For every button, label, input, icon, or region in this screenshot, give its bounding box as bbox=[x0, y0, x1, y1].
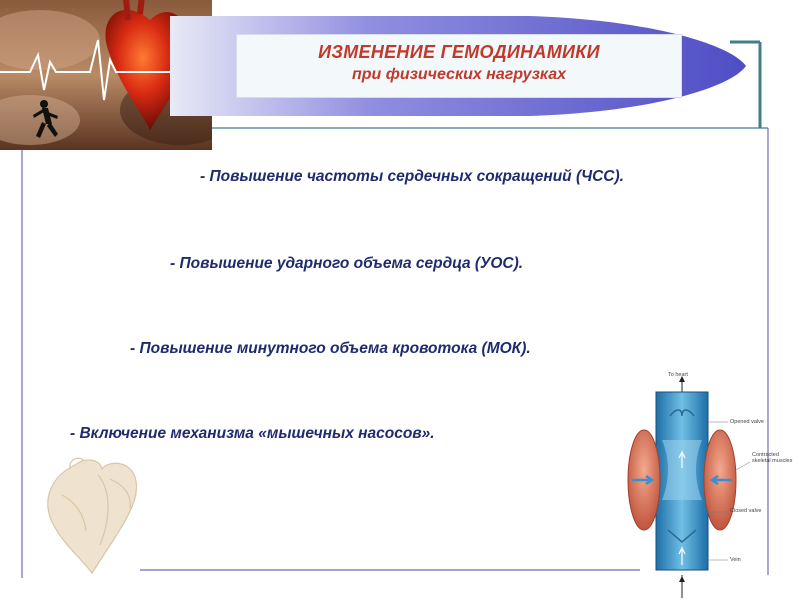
slide-title: ИЗМЕНЕНИЕ ГЕМОДИНАМИКИ bbox=[318, 42, 600, 62]
label-to-heart: To heart bbox=[668, 372, 688, 378]
slide-subtitle: при физических нагрузках bbox=[352, 66, 566, 83]
muscle-pump-diagram bbox=[610, 370, 800, 600]
bullet-heart-rate: - Повышение частоты сердечных сокращений (ЧСС). bbox=[200, 168, 624, 185]
label-closed-valve: Closed valve bbox=[730, 508, 762, 514]
label-opened-valve: Opened valve bbox=[730, 419, 764, 425]
label-contracted-muscles: Contracted skeletal muscles bbox=[752, 452, 793, 464]
bullet-stroke-volume: - Повышение ударного объема сердца (УОС). bbox=[170, 255, 524, 272]
title-box bbox=[236, 34, 682, 98]
label-vein: Vein bbox=[730, 557, 741, 563]
bullet-muscle-pump: - Включение механизма «мышечных насосов». bbox=[70, 425, 435, 442]
heart-sketch-image bbox=[40, 455, 160, 580]
bullet-cardiac-output: - Повышение минутного объема кровотока (МОК). bbox=[130, 340, 531, 357]
